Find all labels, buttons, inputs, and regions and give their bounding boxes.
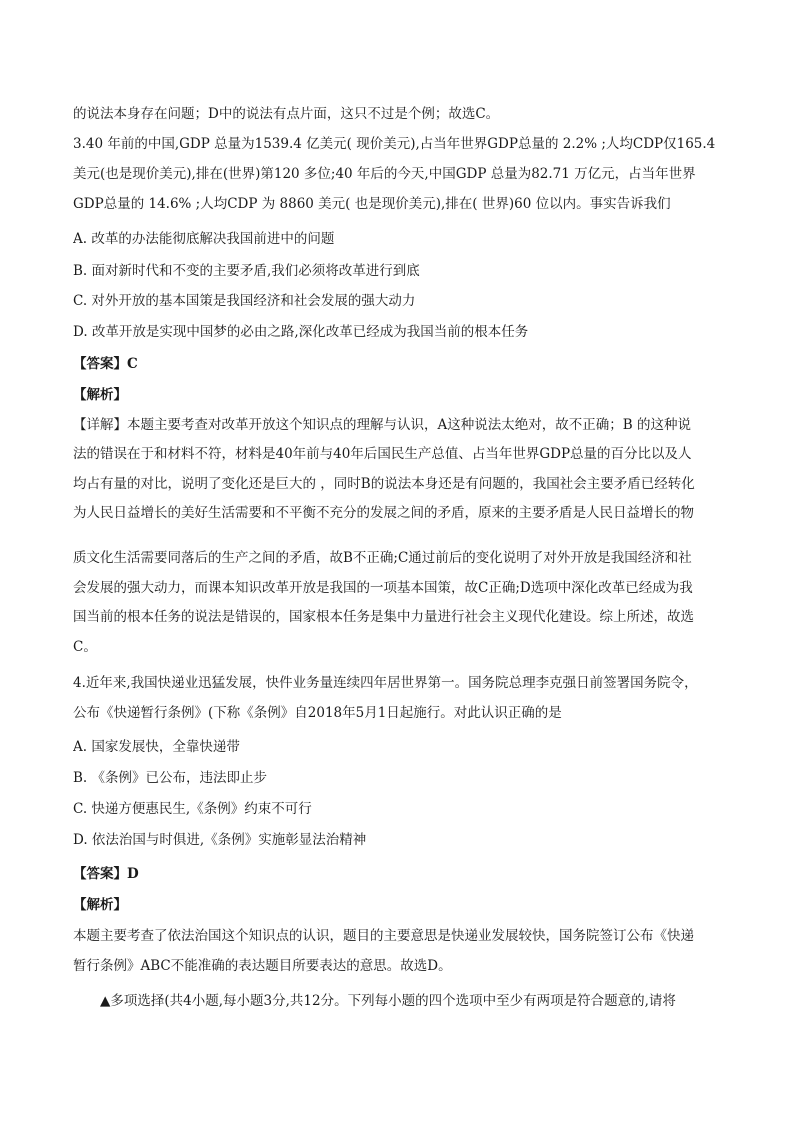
question-3-stem-line: 美元(也是现价美元),排在(世界)第120 多位;40 年后的今天,中国GDP 总量为82.71 万亿元，占当年世界: [73, 166, 696, 182]
analysis-label: 【解析】: [73, 897, 127, 913]
analysis-line: 本题主要考查了依法治国这个知识点的认识，题目的主要意思是快递业发展较快，国务院签订公布《快递: [73, 928, 694, 944]
option-b: B. 面对新时代和不变的主要矛盾,我们必须将改革进行到底: [73, 263, 420, 279]
option-c: C. 快递方便惠民生,《条例》约束不可行: [73, 801, 312, 817]
analysis-line: 质文化生活需要同落后的生产之间的矛盾，故B不正确;C通过前后的变化说明了对外开放是我国经济和社: [73, 550, 692, 566]
analysis-line: 法的错误在于和材料不符，材料是40年前与40年后国民生产总值、占当年世界GDP总量的百分比以及人: [73, 446, 692, 462]
option-b: B. 《条例》已公布，违法即止步: [73, 770, 268, 786]
analysis-line: 均占有量的对比，说明了变化还是巨大的 ，同时B的说法本身还是有问题的，我国社会主要矛盾已经转化: [73, 476, 695, 492]
answer-label: 【答案】C: [73, 356, 138, 372]
question-4-stem-line: 公布《快递暂行条例》(下称《条例》自2018年5月1日起施行。对此认识正确的是: [73, 705, 562, 721]
question-3-stem-line: GDP总量的 14.6% ;人均CDP 为 8860 美元( 也是现价美元),排在( 世界)60 位以内。事实告诉我们: [73, 196, 671, 212]
question-4-stem-line: 4.近年来,我国快递业迅猛发展，快件业务量连续四年居世界第一。国务院总理李克强日前签署国务院令，: [73, 675, 698, 691]
option-d: D. 依法治国与时俱进,《条例》实施彰显法治精神: [73, 832, 367, 848]
analysis-line: 【详解】本题主要考查对改革开放这个知识点的理解与认识，A这种说法太绝对，故不正确；B 的这种说: [73, 417, 691, 433]
analysis-line: C。: [73, 639, 97, 655]
question-3-stem-line: 3.40 年前的中国,GDP 总量为1539.4 亿美元( 现价美元),占当年世界GDP总量的 2.2% ;人均CDP仅165.4: [73, 136, 716, 152]
analysis-label: 【解析】: [73, 387, 127, 403]
section-heading-multiple-choice: ▲多项选择(共4小题,每小题3分,共12分。下列每小题的四个选项中至少有两项是符合题意的,请将: [100, 993, 676, 1009]
answer-label: 【答案】D: [73, 866, 139, 882]
option-d: D. 改革开放是实现中国梦的必由之路,深化改革已经成为我国当前的根本任务: [73, 324, 529, 340]
option-c: C. 对外开放的基本国策是我国经济和社会发展的强大动力: [73, 293, 416, 309]
text-line: 的说法本身存在问题；D中的说法有点片面，这只不过是个例；故选C。: [73, 106, 500, 122]
option-a: A. 改革的办法能彻底解决我国前进中的问题: [73, 231, 335, 247]
analysis-line: 暂行条例》ABC不能准确的表达题目所要表达的意思。故选D。: [73, 958, 452, 974]
analysis-line: 会发展的强大动力，而课本知识改革开放是我国的一项基本国策，故C正确;D选项中深化改革已经成为我: [73, 580, 693, 596]
analysis-line: 为人民日益增长的美好生活需要和不平衡不充分的发展之间的矛盾，原来的主要矛盾是人民日益增长的物: [73, 505, 694, 521]
option-a: A. 国家发展快，全靠快递带: [73, 739, 240, 755]
analysis-line: 国当前的根本任务的说法是错误的，国家根本任务是集中力量进行社会主义现代化建设。综上所述，故选: [73, 609, 694, 625]
